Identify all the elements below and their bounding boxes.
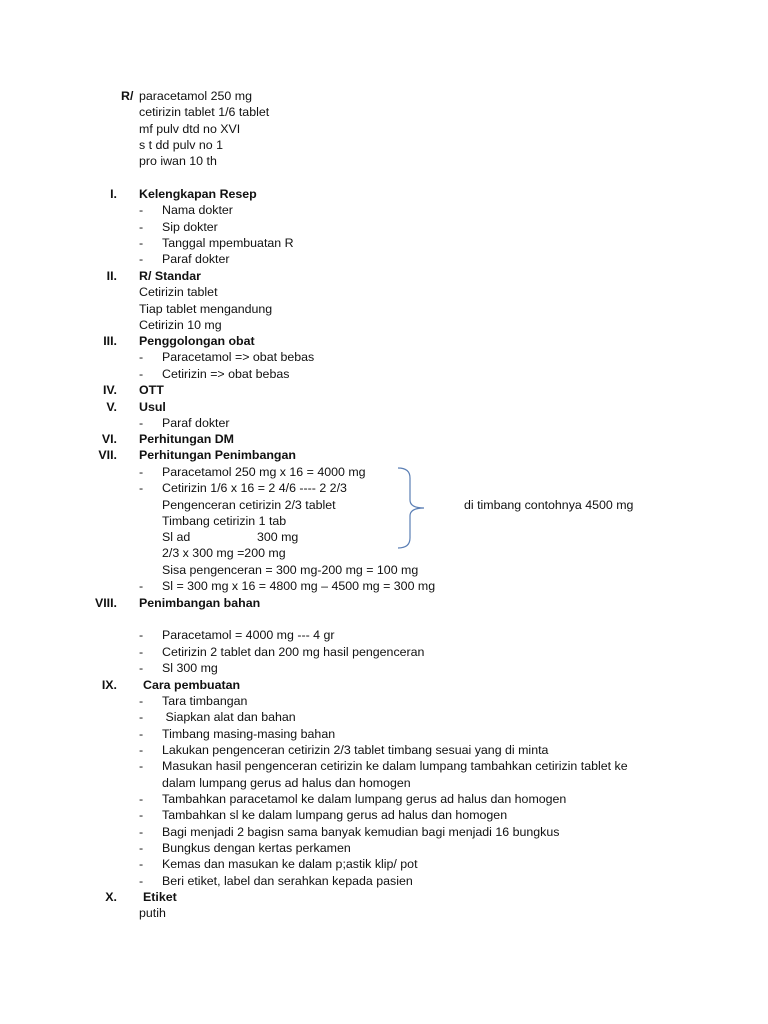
list-dash: - xyxy=(139,841,144,855)
list-item: Cetirizin 1/6 x 16 = 2 4/6 ---- 2 2/3 xyxy=(162,481,347,495)
list-item: Tara timbangan xyxy=(162,694,248,708)
list-item: Paracetamol = 4000 mg --- 4 gr xyxy=(162,628,335,642)
list-item: Paracetamol => obat bebas xyxy=(162,350,315,364)
list-dash: - xyxy=(139,792,144,806)
list-item: Paracetamol 250 mg x 16 = 4000 mg xyxy=(162,465,366,479)
section-title: Kelengkapan Resep xyxy=(139,187,257,201)
section-title: Etiket xyxy=(143,890,177,904)
list-dash: - xyxy=(139,579,144,593)
list-item: Tanggal mpembuatan R xyxy=(162,236,294,250)
list-item: Paraf dokter xyxy=(162,416,230,430)
list-item: Siapkan alat dan bahan xyxy=(162,710,296,724)
list-dash: - xyxy=(139,857,144,871)
section-title: Perhitungan DM xyxy=(139,432,234,446)
curly-brace-icon xyxy=(396,466,432,550)
text-line: Tiap tablet mengandung xyxy=(139,302,273,316)
text-line: putih xyxy=(139,906,166,920)
list-item: Cetirizin => obat bebas xyxy=(162,367,290,381)
section-title: Penimbangan bahan xyxy=(139,596,261,610)
list-dash: - xyxy=(139,628,144,642)
list-dash: - xyxy=(139,825,144,839)
section-title: Perhitungan Penimbangan xyxy=(139,448,296,462)
text-line: Cetirizin tablet xyxy=(139,285,218,299)
section-title: Penggolongan obat xyxy=(139,334,255,348)
list-item: Sip dokter xyxy=(162,220,218,234)
list-dash: - xyxy=(139,694,144,708)
section-number: III. xyxy=(103,334,117,348)
text-line: Cetirizin 10 mg xyxy=(139,318,222,332)
sub-line: Sisa pengenceran = 300 mg-200 mg = 100 mg xyxy=(162,563,419,577)
rx-line: cetirizin tablet 1/6 tablet xyxy=(139,105,270,119)
list-item: Kemas dan masukan ke dalam p;astik klip/ pot xyxy=(162,857,418,871)
rx-line: s t dd pulv no 1 xyxy=(139,138,224,152)
sub-line: Pengenceran cetirizin 2/3 tablet xyxy=(162,498,336,512)
list-item: Sl = 300 mg x 16 = 4800 mg – 4500 mg = 300 mg xyxy=(162,579,436,593)
list-item: Lakukan pengenceran cetirizin 2/3 tablet timbang sesuai yang di minta xyxy=(162,743,549,757)
list-dash: - xyxy=(139,481,144,495)
section-number: II. xyxy=(106,269,117,283)
rx-line: paracetamol 250 mg xyxy=(139,89,252,103)
list-item: Masukan hasil pengenceran cetirizin ke dalam lumpang tambahkan cetirizin tablet ke xyxy=(162,759,628,773)
list-item: Tambahkan sl ke dalam lumpang gerus ad halus dan homogen xyxy=(162,808,508,822)
list-dash: - xyxy=(139,759,144,773)
section-number: I. xyxy=(110,187,117,201)
section-title: R/ Standar xyxy=(139,269,201,283)
list-item: Tambahkan paracetamol ke dalam lumpang gerus ad halus dan homogen xyxy=(162,792,567,806)
sl-ad-value: 300 mg xyxy=(257,530,299,544)
list-item: Nama dokter xyxy=(162,203,233,217)
section-title: OTT xyxy=(139,383,164,397)
list-dash: - xyxy=(139,808,144,822)
list-dash: - xyxy=(139,220,144,234)
list-dash: - xyxy=(139,645,144,659)
list-dash: - xyxy=(139,661,144,675)
list-dash: - xyxy=(139,203,144,217)
list-item: Bagi menjadi 2 bagisn sama banyak kemudian bagi menjadi 16 bungkus xyxy=(162,825,560,839)
rx-label: R/ xyxy=(121,89,134,103)
list-dash: - xyxy=(139,710,144,724)
section-number: VIII. xyxy=(94,596,117,610)
section-title: Usul xyxy=(139,400,166,414)
section-title: Cara pembuatan xyxy=(143,678,241,692)
section-number: IX. xyxy=(101,678,117,692)
list-dash: - xyxy=(139,416,144,430)
list-dash: - xyxy=(139,252,144,266)
sub-line: Sl ad xyxy=(162,530,191,544)
list-dash: - xyxy=(139,727,144,741)
list-item: Bungkus dengan kertas perkamen xyxy=(162,841,351,855)
sub-line: Timbang cetirizin 1 tab xyxy=(162,514,287,528)
section-number: IV. xyxy=(102,383,117,397)
section-number: VI. xyxy=(101,432,117,446)
sub-line: 2/3 x 300 mg =200 mg xyxy=(162,546,286,560)
list-dash: - xyxy=(139,743,144,757)
list-item-continuation: dalam lumpang gerus ad halus dan homogen xyxy=(162,776,411,790)
brace-note: di timbang contohnya 4500 mg xyxy=(464,498,634,512)
list-dash: - xyxy=(139,465,144,479)
list-item: Cetirizin 2 tablet dan 200 mg hasil pengenceran xyxy=(162,645,425,659)
list-item: Beri etiket, label dan serahkan kepada pasien xyxy=(162,874,413,888)
rx-line: mf pulv dtd no XVI xyxy=(139,122,241,136)
list-item: Paraf dokter xyxy=(162,252,230,266)
section-number: VII. xyxy=(98,448,117,462)
section-number: X. xyxy=(105,890,117,904)
list-dash: - xyxy=(139,236,144,250)
list-item: Timbang masing-masing bahan xyxy=(162,727,336,741)
list-item: Sl 300 mg xyxy=(162,661,218,675)
list-dash: - xyxy=(139,367,144,381)
list-dash: - xyxy=(139,874,144,888)
list-dash: - xyxy=(139,350,144,364)
rx-line: pro iwan 10 th xyxy=(139,154,217,168)
section-number: V. xyxy=(106,400,117,414)
